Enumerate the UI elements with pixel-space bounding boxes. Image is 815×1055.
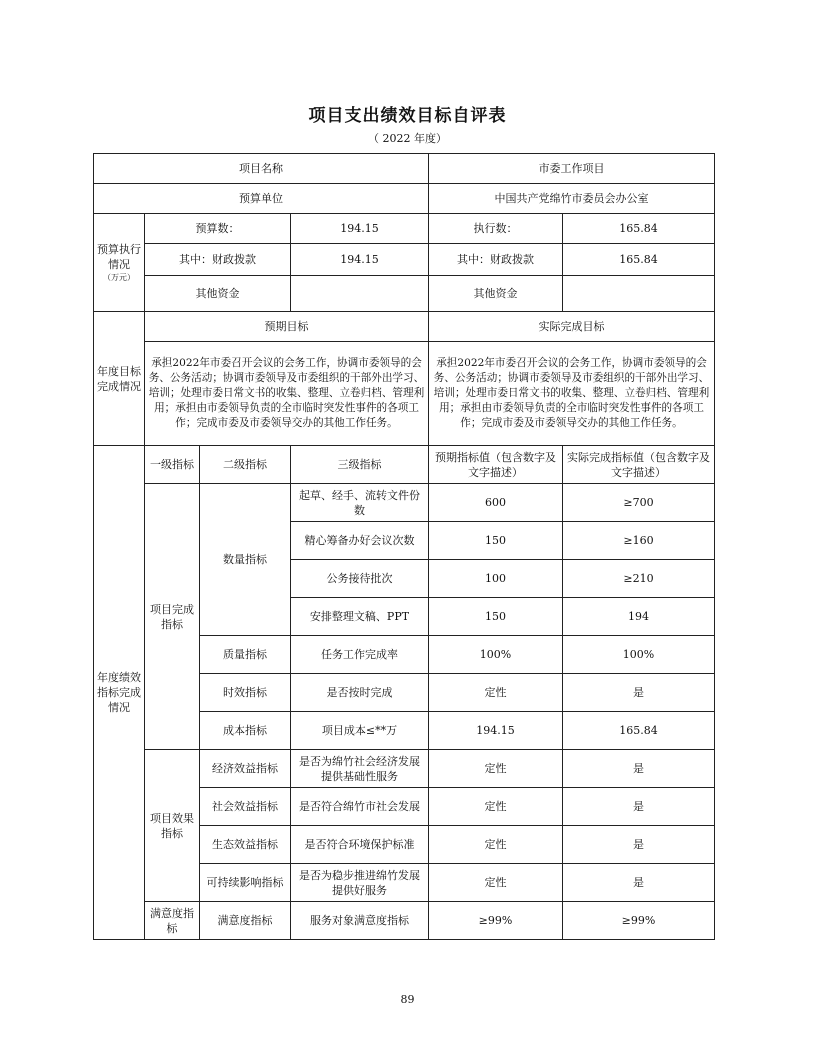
budget-amount-label: 预算数： [145,214,291,244]
level2-cell: 满意度指标 [200,902,291,940]
actual-value-header: 实际完成指标值（包含数字及文字描述） [563,446,715,484]
level3-cell: 是否符合绵竹市社会发展 [291,788,429,826]
expected-value-cell: 600 [429,484,563,522]
budget-unit-row [94,184,715,214]
year-subtitle: （ 2022 年度） [368,132,447,145]
page-number: 89 [400,993,415,1006]
table-row [94,484,715,522]
level2-cell: 社会效益指标 [200,788,291,826]
fiscal-label: 其中：财政拨款 [145,244,291,276]
actual-value-cell: 是 [563,826,715,864]
self-evaluation-table [93,153,715,940]
project-name-label: 项目名称 [94,154,429,184]
expected-value-cell: 定性 [429,864,563,902]
expected-value-cell: ≥99% [429,902,563,940]
budget-unit-label: 预算单位 [94,184,429,214]
fiscal-label-2: 其中：财政拨款 [429,244,563,276]
level2-cell: 生态效益指标 [200,826,291,864]
other-funds-row [94,276,715,312]
quantity-indicator-label: 数量指标 [200,484,291,636]
other-funds-exec-value [563,276,715,312]
exec-amount-value: 165.84 [563,214,715,244]
actual-goal-text: 承担2022年市委召开会议的会务工作，协调市委领导的会务、公务活动；协调市委领导及市委组织的干部外出学习、培训；处理市委日常文书的收集、整理、立卷归档、管理利用；承担由市委领导负责的全市临时突发性事件的各项工作；完成市委及市委领导交办的其他工作任务。 [429,342,715,446]
expected-value-cell: 150 [429,522,563,560]
indicator-header-row [94,446,715,484]
actual-value-cell: 是 [563,864,715,902]
actual-value-cell: 165.84 [563,712,715,750]
project-name-row [94,154,715,184]
fiscal-row [94,244,715,276]
actual-value-cell: 100% [563,636,715,674]
level3-cell: 起草、经手、流转文件份数 [291,484,429,522]
project-name-value: 市委工作项目 [429,154,715,184]
level3-cell: 是否符合环境保护标准 [291,826,429,864]
satisfaction-indicator-label: 满意度指标 [145,902,200,940]
budget-amount-value: 194.15 [291,214,429,244]
level2-cell: 可持续影响指标 [200,864,291,902]
expected-goal-header: 预期目标 [145,312,429,342]
effect-indicator-label: 项目效果指标 [145,750,200,902]
level2-header: 二级指标 [200,446,291,484]
expected-value-cell: 定性 [429,826,563,864]
level3-cell: 安排整理文稿、PPT [291,598,429,636]
other-funds-label: 其他资金 [145,276,291,312]
level2-cell: 质量指标 [200,636,291,674]
goals-text-row [94,342,715,446]
level2-cell: 成本指标 [200,712,291,750]
table-row [94,902,715,940]
level1-header: 一级指标 [145,446,200,484]
expected-value-cell: 150 [429,598,563,636]
page-title: 项目支出绩效目标自评表 [308,106,507,126]
actual-value-cell: ≥210 [563,560,715,598]
expected-value-header: 预期指标值（包含数字及文字描述） [429,446,563,484]
actual-goal-header: 实际完成目标 [429,312,715,342]
level2-cell: 经济效益指标 [200,750,291,788]
level3-cell: 是否为稳步推进绵竹发展提供好服务 [291,864,429,902]
level3-cell: 公务接待批次 [291,560,429,598]
fiscal-exec-value: 165.84 [563,244,715,276]
expected-value-cell: 定性 [429,788,563,826]
level3-cell: 是否为绵竹社会经济发展提供基础性服务 [291,750,429,788]
expected-value-cell: 100 [429,560,563,598]
other-funds-budget-value [291,276,429,312]
level3-cell: 服务对象满意度指标 [291,902,429,940]
level3-header: 三级指标 [291,446,429,484]
actual-value-cell: ≥700 [563,484,715,522]
level2-cell: 时效指标 [200,674,291,712]
actual-value-cell: 是 [563,750,715,788]
completion-indicator-label: 项目完成指标 [145,484,200,750]
level3-cell: 是否按时完成 [291,674,429,712]
other-funds-label-2: 其他资金 [429,276,563,312]
level3-cell: 任务工作完成率 [291,636,429,674]
budget-row [94,214,715,244]
table-row [94,750,715,788]
budget-unit-value: 中国共产党绵竹市委员会办公室 [429,184,715,214]
actual-value-cell: 194 [563,598,715,636]
budget-unit-note: （万元） [103,273,135,282]
expected-value-cell: 194.15 [429,712,563,750]
budget-section-label [94,214,145,312]
level3-cell: 精心筹备办好会议次数 [291,522,429,560]
actual-value-cell: ≥99% [563,902,715,940]
actual-value-cell: 是 [563,674,715,712]
actual-value-cell: 是 [563,788,715,826]
actual-value-cell: ≥160 [563,522,715,560]
exec-amount-label: 执行数： [429,214,563,244]
budget-section-text: 预算执行情况 [97,243,141,271]
expected-value-cell: 100% [429,636,563,674]
fiscal-budget-value: 194.15 [291,244,429,276]
expected-goal-text: 承担2022年市委召开会议的会务工作，协调市委领导的会务、公务活动；协调市委领导及市委组织的干部外出学习、培训；处理市委日常文书的收集、整理、立卷归档、管理利用；承担由市委领导负责的全市临时突发性事件的各项工作；完成市委及市委领导交办的其他工作任务。 [145,342,429,446]
indicators-section-label: 年度绩效指标完成情况 [94,446,145,940]
goals-header-row [94,312,715,342]
expected-value-cell: 定性 [429,674,563,712]
expected-value-cell: 定性 [429,750,563,788]
goals-section-label: 年度目标完成情况 [94,312,145,446]
level3-cell: 项目成本≤**万 [291,712,429,750]
